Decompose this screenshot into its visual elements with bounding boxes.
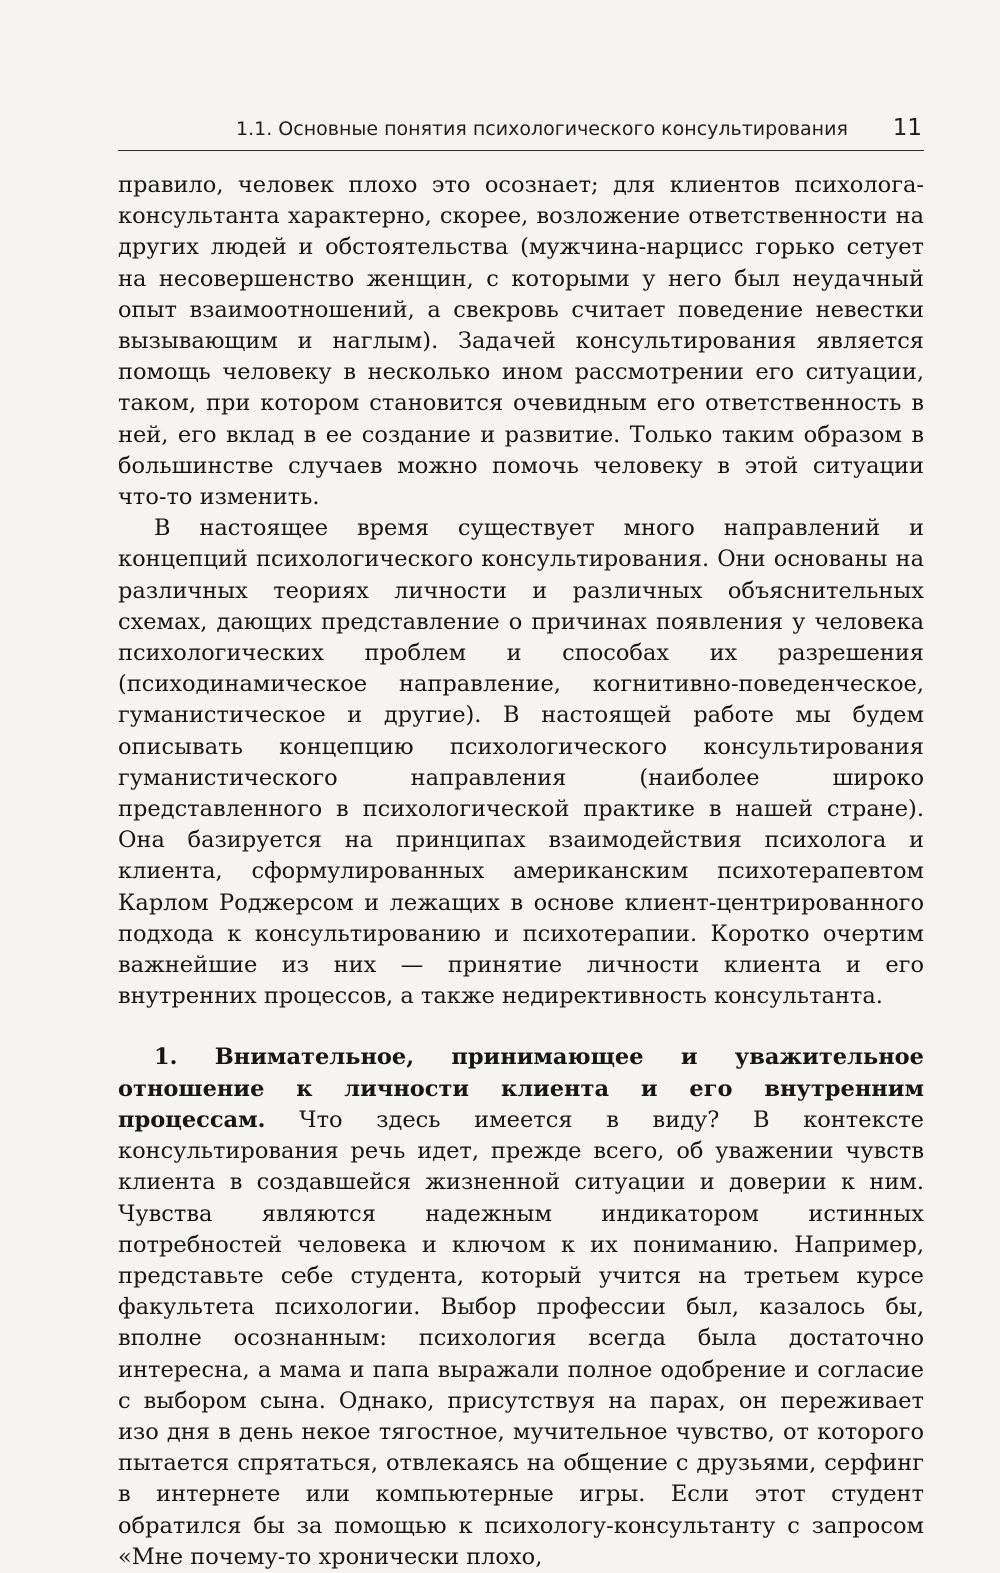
paragraph-principle-1 (118, 1042, 924, 1572)
section-title: 1.1. Основные понятия психологического консультирования (236, 118, 848, 140)
body-text (118, 170, 924, 1573)
principle-1-heading: 1. Внимательное, принимающее и уважительное отношение к личности клиента и его внутренним процессам. (118, 1044, 924, 1133)
paragraph-continuation: правило, человек плохо это осознает; для клиентов психолога-консультанта характерно, скорее, возложение ответственности на других людей и обстоятельства (мужчина-нарцисс горько сетует на несовершенство женщин, с которыми у него был неудачный опыт взаимоотношений, а свекровь считает поведение невестки вызывающим и наглым). Задачей консультирования является помощь человеку в несколько ином рассмотрении его ситуации, таком, при котором становится очевидным его ответственность в ней, его вклад в ее создание и развитие. Только таким образом в большинстве случаев можно помочь человеку в этой ситуации что-то изменить. (118, 172, 924, 511)
principle-1-text: Что здесь имеется в виду? В контексте консультирования речь идет, прежде всего, об уважении чувств клиента в создавшейся жизненной ситуации и доверии к ним. Чувства являются надежным индикатором истинных потребностей человека и ключом к их пониманию. Например, представьте себе студента, который учится на третьем курсе факультета психологии. Выбор профессии был, казалось бы, вполне осознанным: психология всегда была достаточно интересна, а мама и папа выражали полное одобрение и согласие с выбором сына. Однако, присутствуя на парах, он переживает изо дня в день некое тягостное, мучительное чувство, от которого пытается спрятаться, отвлекаясь на общение с друзьями, серфинг в интернете или компьютерные игры. Если этот студент обратился бы за помощью к психологу-консультанту с запросом «Мне почему-то хронически плохо, (118, 1106, 924, 1570)
page-number: 11 (892, 115, 922, 141)
paragraph-concepts: В настоящее время существует много направлений и концепций психологического консультирования. Они основаны на различных теориях личности и различных объяснительных схемах, дающих представление о причинах появления у человека психологических проблем и способах их разрешения (психодинамическое направление, когнитивно-поведенческое, гуманистическое и другие). В настоящей работе мы будем описывать концепцию психологического консультирования гуманистического направления (наиболее широко представленного в психологической практике в нашей стране). Она базируется на принципах взаимодействия психолога и клиента, сформулированных американским психотерапевтом Карлом Роджерсом и лежащих в основе клиент-центрированного подхода к консультированию и психотерапии. Коротко очертим важнейшие из них — принятие личности клиента и его внутренних процессов, а также недирективность консультанта. (118, 515, 924, 1010)
running-header (118, 114, 924, 151)
